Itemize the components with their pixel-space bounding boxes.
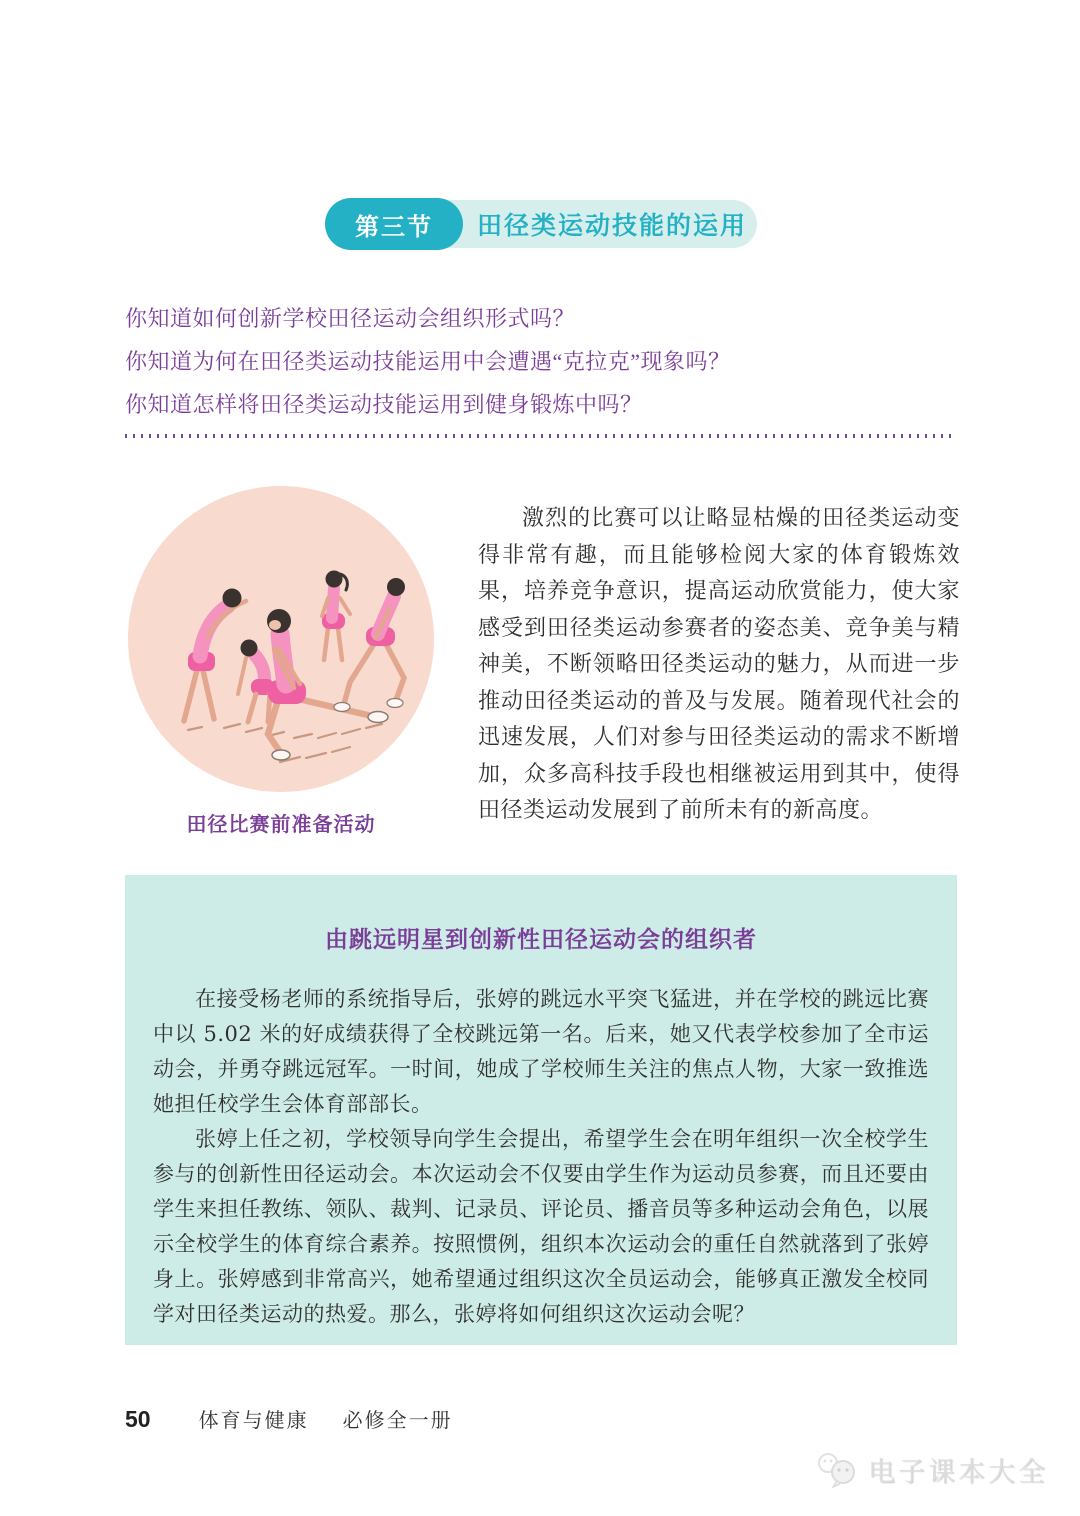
- story-box-paragraph: 张婷上任之初，学校领导向学生会提出，希望学生会在明年组织一次全校学生参与的创新性田径运动会。本次运动会不仅要由学生作为运动员参赛，而且还要由学生来担任教练、领队、裁判、记录员、评论员、播音员等多种运动会角色，以展示全校学生的体育综合素养。按照惯例，组织本次运动会的重任自然就落到了张婷身上。张婷感到非常高兴，她希望通过组织这次全员运动会，能够真正激发全校同学对田径类运动的热爱。那么，张婷将如何组织这次运动会呢？: [153, 1127, 929, 1326]
- intro-question: 你知道如何创新学校田径运动会组织形式吗？: [125, 306, 576, 331]
- warmup-illustration: [128, 486, 434, 792]
- story-box: [125, 875, 957, 1345]
- intro-question: 你知道为何在田径类运动技能运用中会遭遇“克拉克”现象吗？: [125, 349, 731, 374]
- section-badge: 第三节: [325, 198, 463, 250]
- intro-question: 你知道怎样将田径类运动技能运用到健身锻炼中吗？: [125, 392, 643, 417]
- story-box-paragraph: 在接受杨老师的系统指导后，张婷的跳远水平突飞猛进，并在学校的跳远比赛中以 5.02 米的好成绩获得了全校跳远第一名。后来，她又代表学校参加了全市运动会，并勇夺跳远冠军。一时间，她成了学校师生关注的焦点人物，大家一致推选她担任校学生会体育部部长。: [153, 987, 929, 1116]
- watermark-label: 电子课本大全: [868, 1457, 1048, 1487]
- page-footer: [125, 1404, 453, 1433]
- book-volume: 必修全一册: [342, 1410, 453, 1432]
- story-box-title: 由跳远明星到创新性田径运动会的组织者: [325, 927, 757, 952]
- page-number: 50: [125, 1406, 151, 1432]
- watermark: [816, 1450, 1048, 1489]
- figure-caption: 田径比赛前准备活动: [186, 814, 376, 836]
- chat-bubbles-icon: [816, 1452, 860, 1488]
- book-title: 体育与健康: [198, 1410, 309, 1432]
- section-title: 田径类运动技能的运用: [476, 212, 747, 240]
- intro-paragraph: 激烈的比赛可以让略显枯燥的田径类运动变得非常有趣，而且能够检阅大家的体育锻炼效果，培养竞争意识，提高运动欣赏能力，使大家感受到田径类运动参赛者的姿态美、竞争美与精神美，不断领略田径类运动的魅力，从而进一步推动田径类运动的普及与发展。随着现代社会的迅速发展，人们对参与田径类运动的需求不断增加，众多高科技手段也相继被运用到其中，使得田径类运动发展到了前所未有的新高度。: [478, 505, 960, 822]
- dotted-divider: [125, 434, 957, 438]
- section-header: [325, 198, 757, 250]
- intro-questions: [125, 297, 965, 426]
- warmup-illustration-figure: [128, 486, 434, 837]
